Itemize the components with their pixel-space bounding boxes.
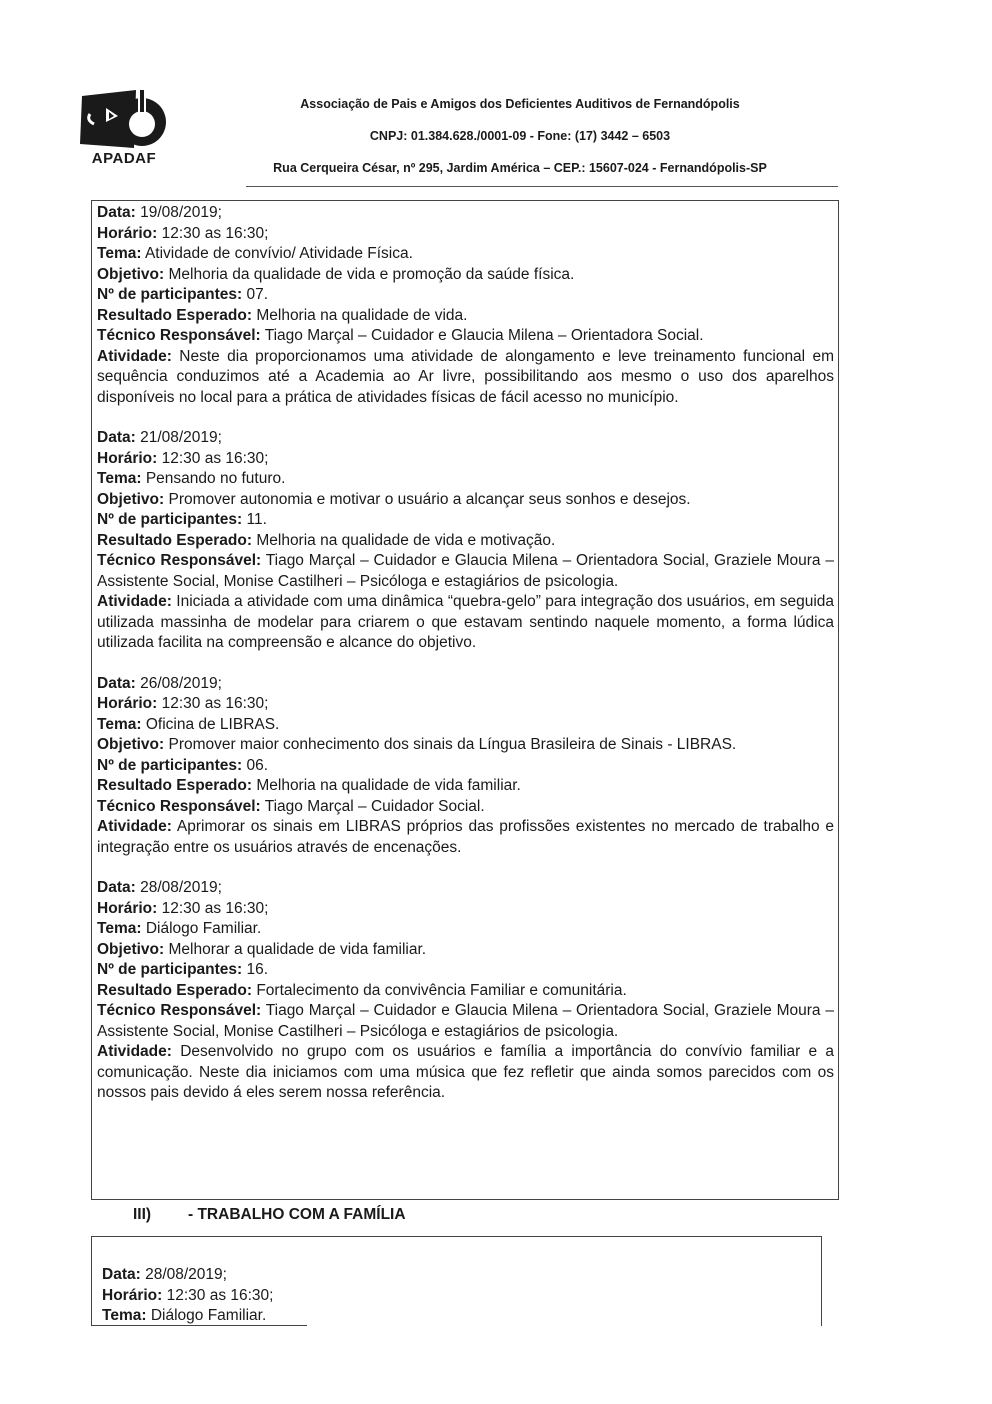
tema-value: Atividade de convívio/ Atividade Física.	[144, 245, 413, 262]
data-value: 19/08/2019;	[140, 204, 222, 221]
data-value: 28/08/2019;	[145, 1266, 227, 1283]
data-label: Data:	[97, 204, 136, 221]
resultado-line	[97, 776, 834, 797]
resultado-line	[97, 531, 834, 552]
resultado-value: Melhoria na qualidade de vida e motivação.	[256, 531, 556, 549]
atividade-label: Atividade:	[97, 1043, 172, 1060]
resultado-label: Resultado Esperado:	[97, 777, 253, 794]
atividade-value: Desenvolvido no grupo com os usuários e família a importância do convívio familiar e a comunicação. Neste dia iniciamos com uma música que fez refletir que ainda somos parecidos com os nossos pais devido á eles serem nossa referência.	[97, 1043, 834, 1101]
atividade-line	[97, 592, 834, 654]
atividade-line	[97, 347, 834, 409]
data-line	[97, 878, 834, 899]
tecnico-line	[97, 1001, 834, 1042]
activity-entry	[97, 878, 834, 1104]
tecnico-label: Técnico Responsável:	[97, 1002, 262, 1019]
tema-label: Tema:	[97, 245, 142, 262]
tecnico-label: Técnico Responsável:	[97, 797, 261, 815]
objetivo-label: Objetivo:	[97, 490, 165, 508]
data-value: 21/08/2019;	[140, 429, 222, 446]
tema-line	[97, 715, 834, 736]
data-value: 28/08/2019;	[140, 879, 222, 896]
resultado-label: Resultado Esperado:	[97, 306, 253, 324]
objetivo-value: Melhorar a qualidade de vida familiar.	[168, 940, 427, 958]
participantes-label: Nº de participantes:	[97, 286, 243, 303]
horario-label: Horário:	[97, 695, 158, 712]
apadaf-logo-icon	[76, 88, 172, 152]
data-label: Data:	[97, 429, 136, 446]
section-title: - TRABALHO COM A FAMÍLIA	[188, 1206, 406, 1223]
objetivo-label: Objetivo:	[97, 265, 165, 283]
tecnico-line	[97, 326, 834, 347]
data-value: 26/08/2019;	[140, 674, 222, 692]
participantes-line	[97, 510, 834, 531]
participantes-value: 06.	[246, 756, 269, 774]
objetivo-line	[97, 265, 834, 286]
atividade-label: Atividade:	[97, 347, 172, 365]
atividade-line	[97, 1042, 834, 1104]
tecnico-line	[97, 797, 834, 818]
resultado-value: Melhoria na qualidade de vida familiar.	[256, 777, 521, 794]
horario-value: 12:30 as 16:30;	[161, 449, 269, 467]
tema-label: Tema:	[97, 920, 142, 937]
tecnico-value: Tiago Marçal – Cuidador e Glaucia Milena – Orientadora Social, Graziele Moura – Assistente Social, Monise Castilheri – Psicóloga e estagiários de psicologia.	[97, 1002, 834, 1040]
header-divider	[246, 186, 838, 187]
resultado-label: Resultado Esperado:	[97, 531, 253, 549]
atividade-line	[97, 817, 834, 858]
horario-value: 12:30 as 16:30;	[161, 899, 269, 917]
logo-text: APADAF	[91, 150, 157, 167]
data-label: Data:	[102, 1266, 141, 1283]
objetivo-line	[97, 940, 834, 961]
tema-value: Oficina de LIBRAS.	[145, 715, 280, 733]
horario-line	[97, 694, 834, 715]
resultado-label: Resultado Esperado:	[97, 981, 253, 999]
participantes-value: 16.	[246, 961, 269, 978]
objetivo-line	[97, 735, 834, 756]
tema-line	[97, 919, 834, 940]
horario-label: Horário:	[97, 224, 158, 242]
tecnico-value: Tiago Marçal – Cuidador e Glaucia Milena – Orientadora Social.	[264, 327, 704, 344]
section-number: III)	[133, 1206, 152, 1223]
tecnico-line	[97, 551, 834, 592]
org-name: Associação de Pais e Amigos dos Deficientes Auditivos de Fernandópolis	[300, 97, 740, 111]
activity-entry	[97, 674, 834, 859]
activities-list	[97, 203, 834, 1124]
tema-line	[97, 244, 834, 265]
resultado-value: Melhoria na qualidade de vida.	[256, 306, 468, 324]
tecnico-label: Técnico Responsável:	[97, 327, 261, 344]
participantes-label: Nº de participantes:	[97, 511, 243, 528]
objetivo-label: Objetivo:	[97, 736, 165, 753]
tema-label: Tema:	[102, 1307, 147, 1324]
tema-value: Diálogo Familiar.	[150, 1307, 267, 1324]
data-line	[97, 203, 834, 224]
objetivo-value: Promover autonomia e motivar o usuário a alcançar seus sonhos e desejos.	[168, 490, 691, 508]
participantes-label: Nº de participantes:	[97, 961, 243, 978]
tecnico-label: Técnico Responsável:	[97, 552, 262, 569]
cnpj-line: CNPJ: 01.384.628./0001-09 - Fone: (17) 3442 – 6503	[369, 129, 671, 143]
data-line	[97, 674, 834, 695]
tecnico-value: Tiago Marçal – Cuidador e Glaucia Milena – Orientadora Social, Graziele Moura – Assistente Social, Monise Castilheri – Psicóloga e estagiários de psicologia.	[97, 552, 834, 590]
family-horario-line	[102, 1286, 802, 1307]
participantes-line	[97, 285, 834, 306]
activity-entry	[97, 203, 834, 408]
atividade-label: Atividade:	[97, 593, 172, 610]
participantes-value: 11.	[246, 511, 267, 528]
atividade-value: Aprimorar os sinais em LIBRAS próprios das profissões existentes no mercado de trabalho e integração entre os usuários através de encenações.	[97, 818, 835, 856]
tema-label: Tema:	[97, 715, 142, 733]
horario-line	[97, 449, 834, 470]
horario-label: Horário:	[97, 449, 158, 467]
tema-value: Diálogo Familiar.	[145, 920, 262, 937]
data-label: Data:	[97, 674, 136, 692]
participantes-line	[97, 756, 834, 777]
objetivo-value: Melhoria da qualidade de vida e promoção da saúde física.	[168, 265, 575, 283]
horario-label: Horário:	[102, 1286, 163, 1304]
activities-box	[91, 200, 839, 1200]
horario-value: 12:30 as 16:30;	[161, 224, 269, 242]
atividade-value: Iniciada a atividade com uma dinâmica “quebra-gelo” para integração dos usuários, em seguida utilizada massinha de modelar para criarem o que estavam sentindo naquele momento, a forma lúdica utilizada facilita na compreensão e alcance do objetivo.	[97, 593, 835, 651]
participantes-value: 07.	[246, 286, 269, 303]
family-box-bottom-rule	[92, 1325, 307, 1326]
atividade-label: Atividade:	[97, 818, 172, 835]
objetivo-value: Promover maior conhecimento dos sinais da Língua Brasileira de Sinais - LIBRAS.	[168, 736, 737, 753]
family-entry	[102, 1265, 802, 1327]
family-data-line	[102, 1265, 802, 1286]
horario-line	[97, 899, 834, 920]
data-label: Data:	[97, 879, 136, 896]
tecnico-value: Tiago Marçal – Cuidador Social.	[264, 797, 485, 815]
horario-line	[97, 224, 834, 245]
tema-value: Pensando no futuro.	[145, 470, 286, 487]
resultado-value: Fortalecimento da convivência Familiar e comunitária.	[256, 981, 627, 999]
resultado-line	[97, 981, 834, 1002]
tema-label: Tema:	[97, 470, 142, 487]
activity-entry	[97, 428, 834, 654]
tema-line	[97, 469, 834, 490]
objetivo-line	[97, 490, 834, 511]
horario-value: 12:30 as 16:30;	[166, 1286, 274, 1304]
family-tema-line	[102, 1306, 802, 1327]
participantes-label: Nº de participantes:	[97, 756, 243, 774]
horario-label: Horário:	[97, 899, 158, 917]
objetivo-label: Objetivo:	[97, 940, 165, 958]
participantes-line	[97, 960, 834, 981]
family-box	[91, 1236, 822, 1326]
atividade-value: Neste dia proporcionamos uma atividade de alongamento e leve treinamento funcional em sequência conduzimos até a Academia ao Ar livre, possibilitando aos mesmo o uso dos aparelhos disponíveis no local para a prática de atividades físicas de fácil acesso no município.	[97, 347, 835, 406]
data-line	[97, 428, 834, 449]
horario-value: 12:30 as 16:30;	[161, 695, 269, 712]
address-line: Rua Cerqueira César, nº 295, Jardim América – CEP.: 15607-024 - Fernandópolis-SP	[273, 161, 767, 175]
resultado-line	[97, 306, 834, 327]
